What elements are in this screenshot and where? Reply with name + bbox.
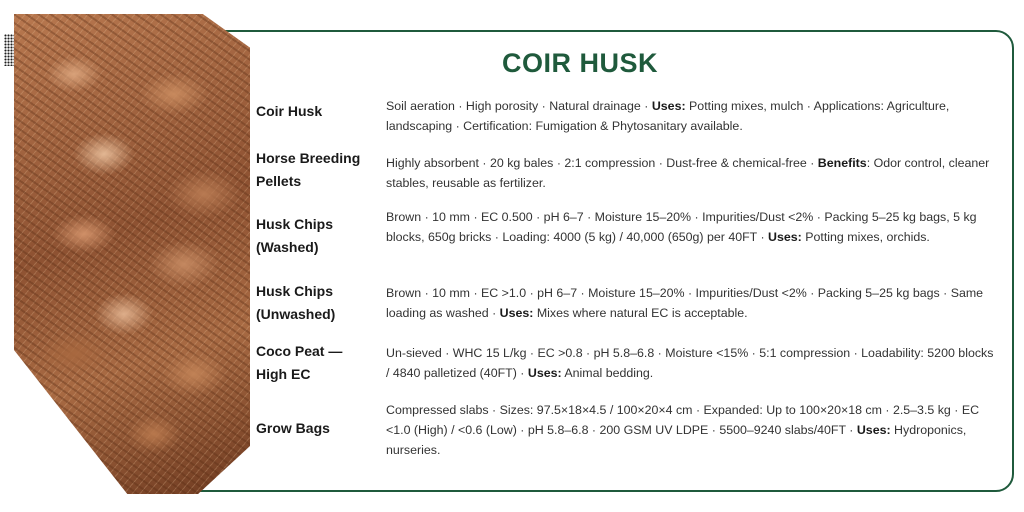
row-label: Coir Husk [256,103,323,119]
row-description: Un-sieved · WHC 15 L/kg · EC >0.8 · pH 5.8–6.8 · Moisture <15% · 5:1 compression · Loadability: 5200 blocks / 4840 palletized (40FT) · Uses: Animal bedding. [386,346,994,380]
row-label: Husk Chips (Washed) [256,216,334,255]
row-description: Brown · 10 mm · EC 0.500 · pH 6–7 · Moisture 15–20% · Impurities/Dust <2% · Packing 5–25 kg bags, 5 kg blocks, 650g bricks · Loading: 4000 (5 kg) / 40,000 (650g) per 40FT · Uses: Potting mixes, orchids. [386,210,977,244]
row-description: Brown · 10 mm · EC >1.0 · pH 6–7 · Moisture 15–20% · Impurities/Dust <2% · Packing 5–25 kg bags · Same loading as washed · Uses: Mixes where natural EC is acceptable. [386,286,984,320]
page-title: COIR HUSK [501,48,658,78]
row-description: Highly absorbent · 20 kg bales · 2:1 compression · Dust-free & chemical-free · Benefits: Odor control, cleaner stables, reusable as fertilizer. [386,156,990,190]
row-label: Coco Peat — High EC [256,343,343,382]
row-description: Soil aeration · High porosity · Natural drainage · Uses: Potting mixes, mulch · Applications: Agriculture, landscaping · Certification: Fumigation & Phytosanitary available. [386,99,950,133]
row-label: Grow Bags [256,420,330,436]
row-label: Horse Breeding Pellets [256,150,361,189]
row-description: Compressed slabs · Sizes: 97.5×18×4.5 / 100×20×4 cm · Expanded: Up to 100×20×18 cm · 2.5–3.5 kg · EC <1.0 (High) / <0.6 (Low) · pH 5.8–6.8 · 200 GSM UV LDPE · 5500–9240 slabs/40FT · Uses: Hydroponics, nurseries. [386,403,980,457]
row-label: Husk Chips (Unwashed) [256,283,336,322]
